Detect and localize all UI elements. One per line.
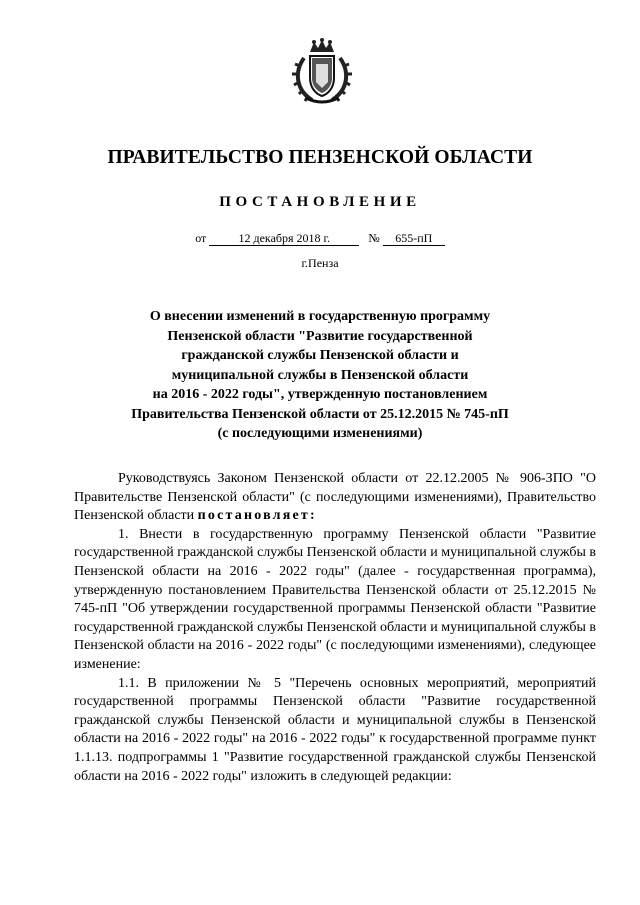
city: г.Пенза [301,256,339,270]
subject-line: Пензенской области "Развитие государственной [167,328,473,344]
resolves-keyword: постановляет: [197,508,317,524]
subject-line: гражданской службы Пензенской области и [181,348,459,363]
subject-line: О внесении изменений в государственную программу [149,309,491,324]
subject-line: на 2016 - 2022 годы", утвержденную постановлением [152,387,488,402]
coat-of-arms-icon [290,38,354,106]
org-title: ПРАВИТЕЛЬСТВО ПЕНЗЕНСКОЙ ОБЛАСТИ [107,147,533,168]
document-body [74,470,596,786]
date-prefix: от [195,231,207,245]
subject-line: (с последующими изменениями) [217,426,423,441]
document-date: 12 декабря 2018 г. [209,232,359,246]
subject-line: муниципальной службы в Пензенской области [171,367,469,383]
number-prefix: № [368,231,380,245]
clause-1-paragraph: 1. Внести в государственную программу Пензенской области "Развитие государственной гражданской службы Пензенской области и муниципальной службы в Пензенской области на 2016 - 2022 годы" (далее - государственная программа), утвержденную постановлением Правительства Пензенской области от 25.12.2015 № 745-пП "Об утверждении государственной программы Пензенской области "Развитие государственной гражданской службы Пензенской области и муниципальной службы в Пензенской области на 2016 - 2022 годы" (с последующими изменениями), следующее изменение: [74,526,596,672]
subject-line: Правительства Пензенской области от 25.12.2015 № 745-пП [131,406,509,422]
preamble-text: Руководствуясь Законом Пензенской области от 22.12.2005 № 906-ЗПО "О Правительстве Пензенской области" (с последующими изменениями), Правительство Пензенской области [74,471,596,524]
clause-1-1-paragraph: 1.1. В приложении № 5 "Перечень основных мероприятий, мероприятий государственной программы Пензенской области "Развитие государственной гражданской службы Пензенской области и муниципальной службы в Пензенской области на 2016 - 2022 годы" на 2016 - 2022 годы" к государственной программе пункт 1.1.13. подпрограммы 1 "Развитие государственной гражданской службы Пензенской области на 2016 - 2022 годы" изложить в следующей редакции: [74,675,596,784]
preamble-paragraph [74,470,596,526]
date-number-line [0,231,640,246]
document-number: 655-пП [383,232,445,246]
doc-type-heading: ПОСТАНОВЛЕНИЕ [219,194,421,210]
document-subject [110,307,530,444]
